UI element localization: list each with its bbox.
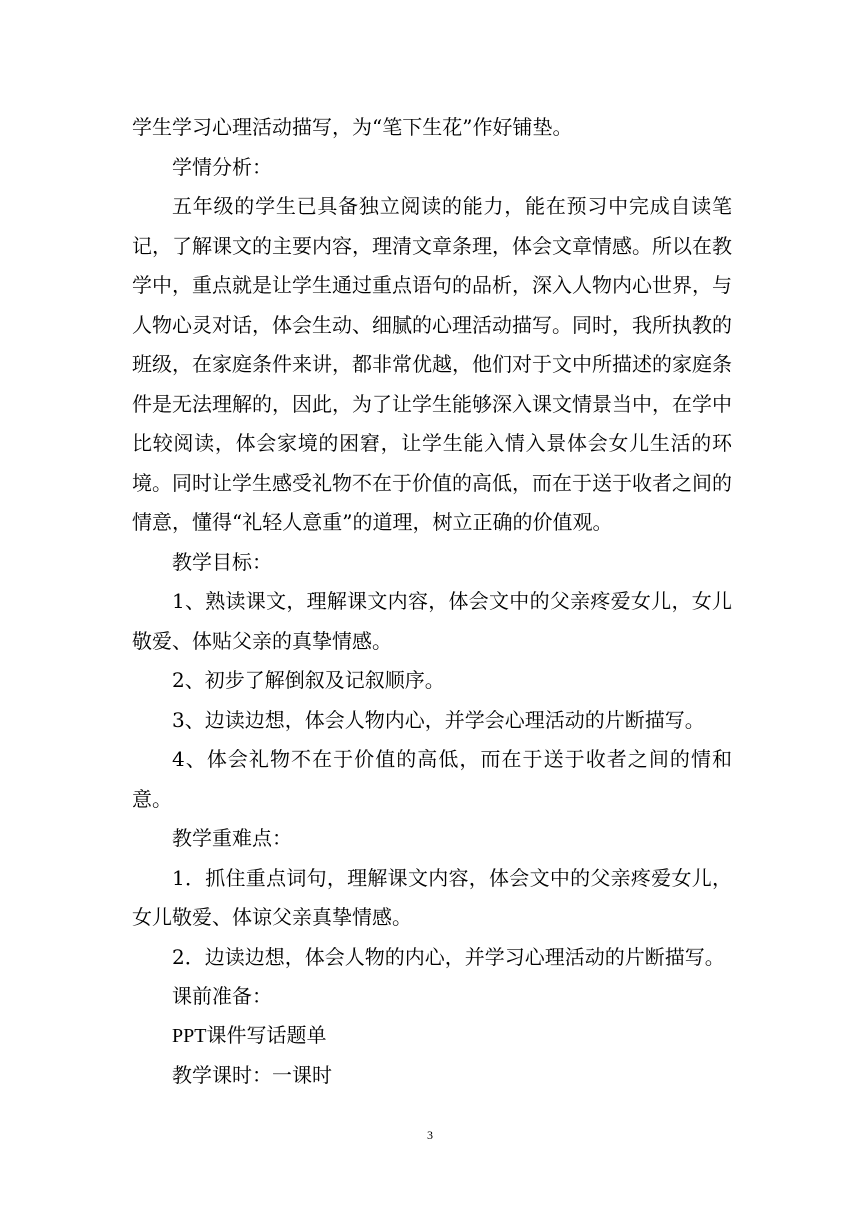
heading-preparation: 课前准备： xyxy=(172,984,272,1008)
class-hours: 教学课时：一课时 xyxy=(172,1063,332,1087)
goal-item-4: 4、体会礼物不在于价值的高低，而在于送于收者之间的情和意。 xyxy=(132,747,732,811)
paragraph-learning-analysis: 五年级的学生已具备独立阅读的能力，能在预习中完成自读笔记，了解课文的主要内容，理清文章条理，体会文章情感。所以在教学中，重点就是让学生通过重点语句的品析，深入人物内心世界，与人物心灵对话，体会生动、细腻的心理活动描写。同时，我所执教的班级，在家庭条件来讲，都非常优越，他们对于文中所描述的家庭条件是无法理解的，因此，为了让学生能够深入课文情景当中，在学中比较阅读，体会家境的困窘，让学生能入情入景体会女儿生活的环境。同时让学生感受礼物不在于价值的高低，而在于送于收者之间的情意，懂得“礼轻人意重”的道理，树立正确的价值观。 xyxy=(132,194,732,534)
goal-item-2: 2、初步了解倒叙及记叙顺序。 xyxy=(172,668,445,692)
heading-teaching-goals: 教学目标： xyxy=(172,549,272,574)
preparation-materials: PPT课件写话题单 xyxy=(172,1024,327,1047)
document-body xyxy=(132,108,732,1096)
difficulty-item-1: 1．抓住重点词句，理解课文内容，体会文中的父亲疼爱女儿，女儿敬爱、体谅父亲真挚情感。 xyxy=(132,865,732,929)
goal-item-1: 1、熟读课文，理解课文内容，体会文中的父亲疼爱女儿，女儿敬爱、体贴父亲的真挚情感。 xyxy=(132,589,732,653)
difficulty-item-2: 2．边读边想，体会人物的内心，并学习心理活动的片断描写。 xyxy=(172,944,725,969)
page-number: 3 xyxy=(427,1128,433,1142)
paragraph-intro-continuation: 学生学习心理活动描写，为“笔下生花”作好铺垫。 xyxy=(132,115,573,139)
heading-key-difficulties: 教学重难点： xyxy=(172,826,292,850)
goal-item-3: 3、边读边想，体会人物内心，并学会心理活动的片断描写。 xyxy=(172,707,705,732)
heading-learning-analysis: 学情分析： xyxy=(172,154,272,179)
